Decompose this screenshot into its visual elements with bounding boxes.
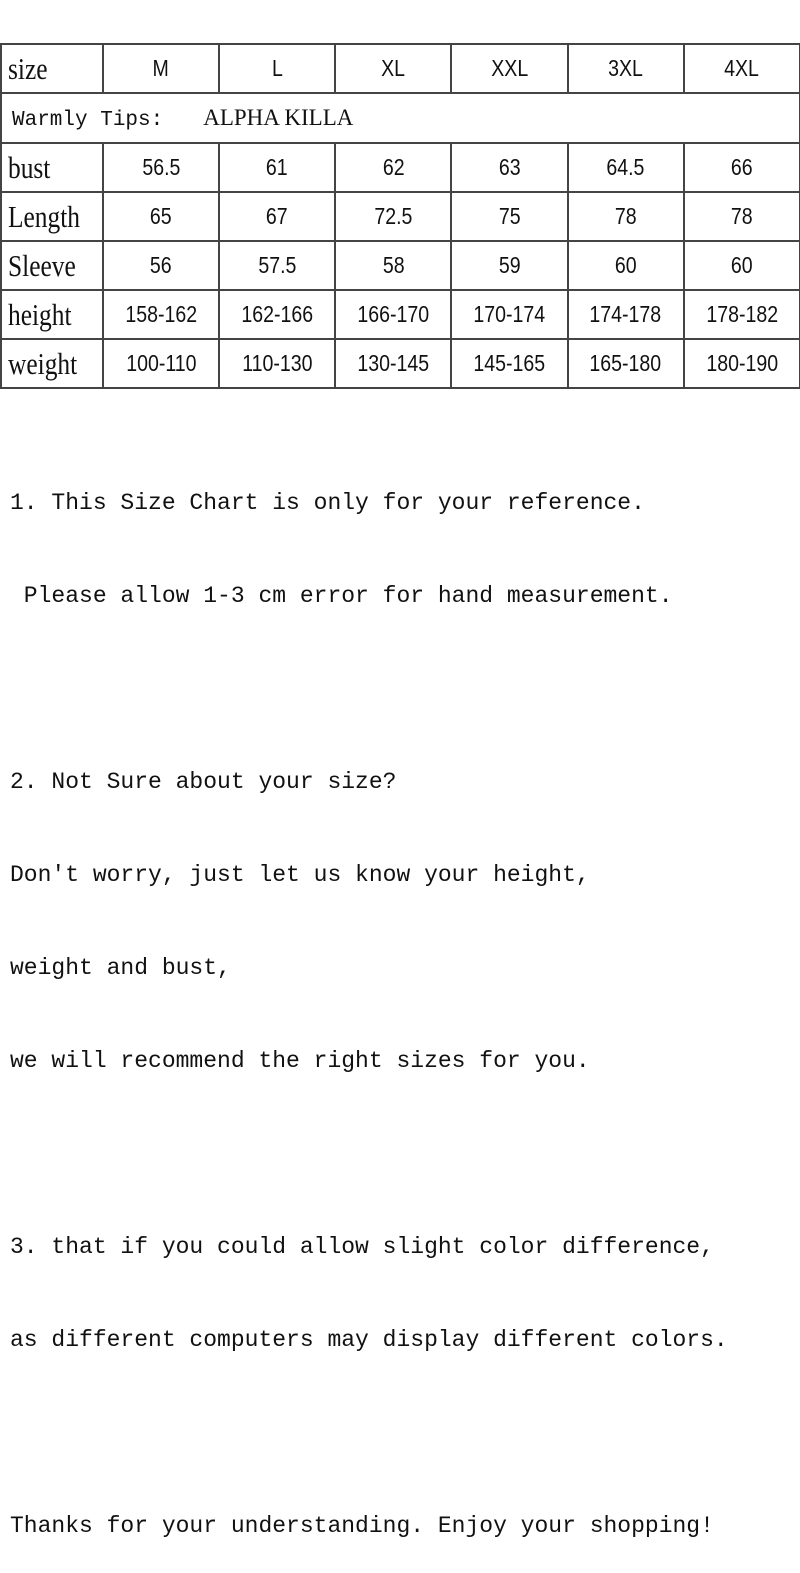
row-label-text: bust <box>8 149 51 185</box>
table-cell <box>103 339 219 388</box>
size-header <box>219 44 335 93</box>
cell-text: L <box>271 55 283 81</box>
table-row <box>1 339 800 388</box>
table-cell <box>451 192 567 241</box>
note-line: as different computers may display different colors. <box>10 1327 728 1353</box>
row-label <box>1 339 103 388</box>
table-header-row <box>1 44 800 93</box>
cell-text: 180-190 <box>706 350 778 376</box>
note-line: 3. that if you could allow slight color difference, <box>10 1234 714 1260</box>
size-header <box>684 44 800 93</box>
row-label-text: Sleeve <box>8 247 76 283</box>
cell-text: 60 <box>614 252 637 278</box>
cell-text: 166-170 <box>357 301 430 327</box>
table-row <box>1 143 800 192</box>
table-cell <box>103 241 219 290</box>
table-cell <box>684 241 800 290</box>
size-header <box>335 44 451 93</box>
cell-text: 63 <box>498 154 521 180</box>
tips-cell <box>1 93 800 143</box>
cell-text: 61 <box>266 154 289 180</box>
table-cell <box>684 192 800 241</box>
cell-text: 64.5 <box>606 154 645 180</box>
cell-text: 158-162 <box>125 301 197 327</box>
note-line: we will recommend the right sizes for you. <box>10 1048 590 1074</box>
table-cell <box>451 339 567 388</box>
table-cell <box>568 290 684 339</box>
row-label <box>1 241 103 290</box>
table-cell <box>568 143 684 192</box>
table-cell <box>219 143 335 192</box>
tips-row <box>1 93 800 143</box>
table-row <box>1 192 800 241</box>
table-cell <box>684 339 800 388</box>
cell-text: 60 <box>731 252 753 278</box>
note-line: 2. Not Sure about your size? <box>10 769 397 795</box>
cell-text: 67 <box>266 203 289 229</box>
cell-text: 3XL <box>608 55 644 81</box>
size-notes <box>10 426 728 1573</box>
table-cell <box>335 241 451 290</box>
cell-text: 56.5 <box>142 154 181 180</box>
table-cell <box>335 192 451 241</box>
cell-text: 130-145 <box>357 350 430 376</box>
tips-label: Warmly Tips: <box>12 108 164 132</box>
note-line: weight and bust, <box>10 955 231 981</box>
cell-text: XL <box>381 55 406 81</box>
row-label-text: weight <box>8 345 78 381</box>
row-label <box>1 44 103 93</box>
row-label <box>1 290 103 339</box>
table-cell <box>451 143 567 192</box>
cell-text: 78 <box>614 203 637 229</box>
cell-text: 58 <box>382 252 405 278</box>
cell-text: 62 <box>382 154 405 180</box>
table-cell <box>568 241 684 290</box>
row-label-text: Length <box>8 198 81 234</box>
table-cell <box>219 290 335 339</box>
cell-text: 57.5 <box>258 252 297 278</box>
table-cell <box>451 290 567 339</box>
cell-text: 162-166 <box>241 301 314 327</box>
table-cell <box>219 241 335 290</box>
closing-line: Thanks for your understanding. Enjoy your shopping! <box>10 1513 714 1539</box>
table-cell <box>568 339 684 388</box>
table-cell <box>335 143 451 192</box>
cell-text: 165-180 <box>589 350 662 376</box>
table-cell <box>684 143 800 192</box>
table-cell <box>103 143 219 192</box>
cell-text: 78 <box>731 203 753 229</box>
note-line: 1. This Size Chart is only for your reference. <box>10 490 645 516</box>
size-header <box>451 44 567 93</box>
size-chart-table <box>0 43 800 389</box>
cell-text: 59 <box>498 252 521 278</box>
cell-text: 100-110 <box>125 350 197 376</box>
size-header <box>103 44 219 93</box>
size-header <box>568 44 684 93</box>
size-label: size <box>8 50 48 86</box>
table-cell <box>219 339 335 388</box>
cell-text: 75 <box>498 203 521 229</box>
cell-text: 4XL <box>724 55 760 81</box>
table-row <box>1 290 800 339</box>
cell-text: XXL <box>491 55 529 81</box>
table-cell <box>103 192 219 241</box>
note-line: Don't worry, just let us know your height, <box>10 862 590 888</box>
table-cell <box>103 290 219 339</box>
cell-text: 170-174 <box>473 301 546 327</box>
note-line: Please allow 1-3 cm error for hand measurement. <box>10 583 673 609</box>
table-cell <box>219 192 335 241</box>
cell-text: 65 <box>150 203 172 229</box>
cell-text: 110-130 <box>242 350 313 376</box>
table-row <box>1 241 800 290</box>
table-cell <box>335 290 451 339</box>
cell-text: 145-165 <box>473 350 546 376</box>
cell-text: 174-178 <box>589 301 662 327</box>
table-cell <box>451 241 567 290</box>
row-label <box>1 143 103 192</box>
row-label <box>1 192 103 241</box>
cell-text: 72.5 <box>374 203 413 229</box>
row-label-text: height <box>8 296 72 332</box>
brand-name: ALPHA KILLA <box>203 104 354 130</box>
table-cell <box>568 192 684 241</box>
table-cell <box>684 290 800 339</box>
cell-text: 178-182 <box>706 301 778 327</box>
cell-text: M <box>152 55 170 81</box>
cell-text: 56 <box>150 252 172 278</box>
table-cell <box>335 339 451 388</box>
cell-text: 66 <box>731 154 753 180</box>
